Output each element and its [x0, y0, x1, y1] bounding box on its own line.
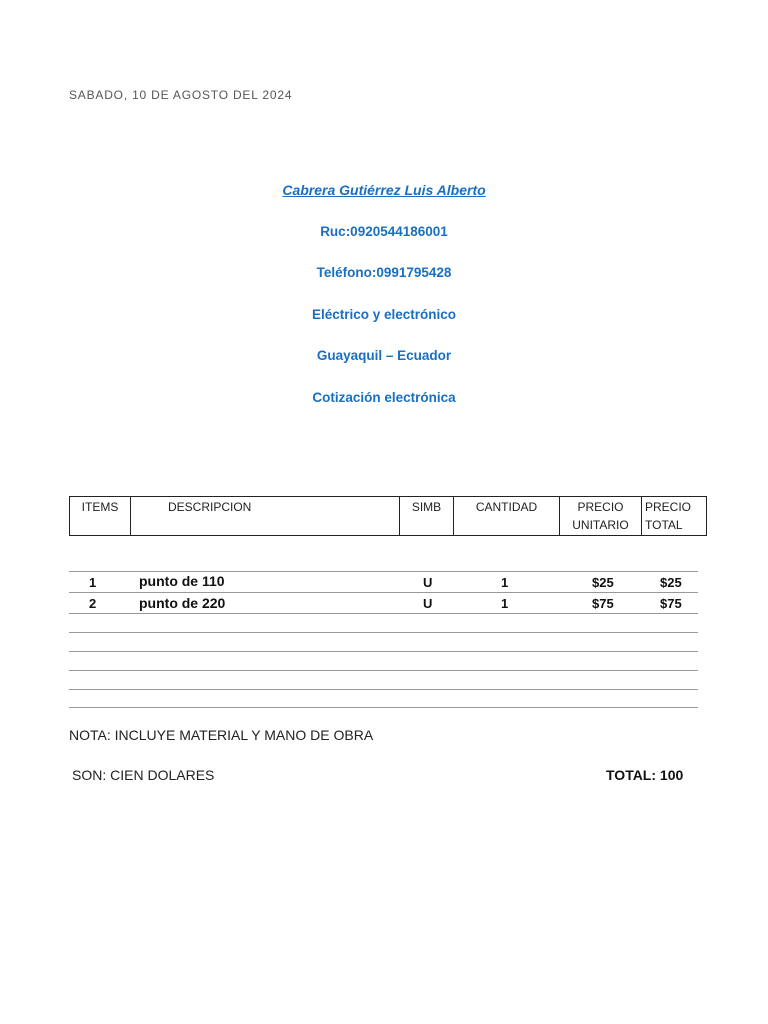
issuer-ruc: Ruc:0920544186001: [320, 224, 448, 239]
header-descripcion: [131, 497, 400, 536]
total: TOTAL: 100: [606, 767, 684, 783]
row-simb: U: [423, 575, 433, 590]
row-descripcion: punto de 110: [139, 573, 225, 589]
row-precio-total: $75: [660, 596, 682, 611]
row-item: 1: [89, 575, 97, 590]
row-divider: [69, 613, 698, 614]
header-precio-total-line1: PRECIO: [645, 500, 692, 514]
issuer-name: Cabrera Gutiérrez Luis Alberto: [282, 182, 486, 198]
row-simb: U: [423, 596, 433, 611]
row-precio-total: $25: [660, 575, 682, 590]
header-precio-unitario-line2: UNITARIO: [572, 518, 629, 532]
document-date: SABADO, 10 DE AGOSTO DEL 2024: [69, 88, 293, 102]
amount-in-words: SON: CIEN DOLARES: [72, 767, 215, 783]
row-precio-unitario: $25: [592, 575, 614, 590]
row-cantidad: 1: [501, 596, 509, 611]
row-divider: [69, 670, 698, 671]
row-cantidad: 1: [501, 575, 509, 590]
header-precio-total-line2: TOTAL: [645, 518, 683, 532]
document-type: Cotización electrónica: [312, 390, 456, 405]
header-items: ITEMS: [70, 497, 131, 536]
row-divider: [69, 592, 698, 593]
row-divider: [69, 707, 698, 708]
header-cantidad: CANTIDAD: [454, 497, 560, 536]
row-descripcion: punto de 220: [139, 595, 226, 611]
header-precio-total: [642, 497, 707, 536]
header-precio-unitario: [560, 497, 642, 536]
header-descripcion-text: DESCRIPCION: [168, 500, 252, 514]
row-divider: [69, 632, 698, 633]
row-divider: [69, 689, 698, 690]
header-precio-unitario-line1: PRECIO: [577, 500, 624, 514]
table-header: [69, 496, 707, 536]
issuer-location: Guayaquil – Ecuador: [316, 348, 452, 363]
row-item: 2: [89, 596, 97, 611]
row-divider: [69, 651, 698, 652]
row-precio-unitario: $75: [592, 596, 614, 611]
issuer-phone: Teléfono:0991795428: [316, 265, 452, 280]
header-simb: SIMB: [400, 497, 454, 536]
row-divider: [69, 571, 698, 572]
issuer-trade: Eléctrico y electrónico: [311, 307, 457, 322]
note: NOTA: INCLUYE MATERIAL Y MANO DE OBRA: [69, 727, 374, 743]
